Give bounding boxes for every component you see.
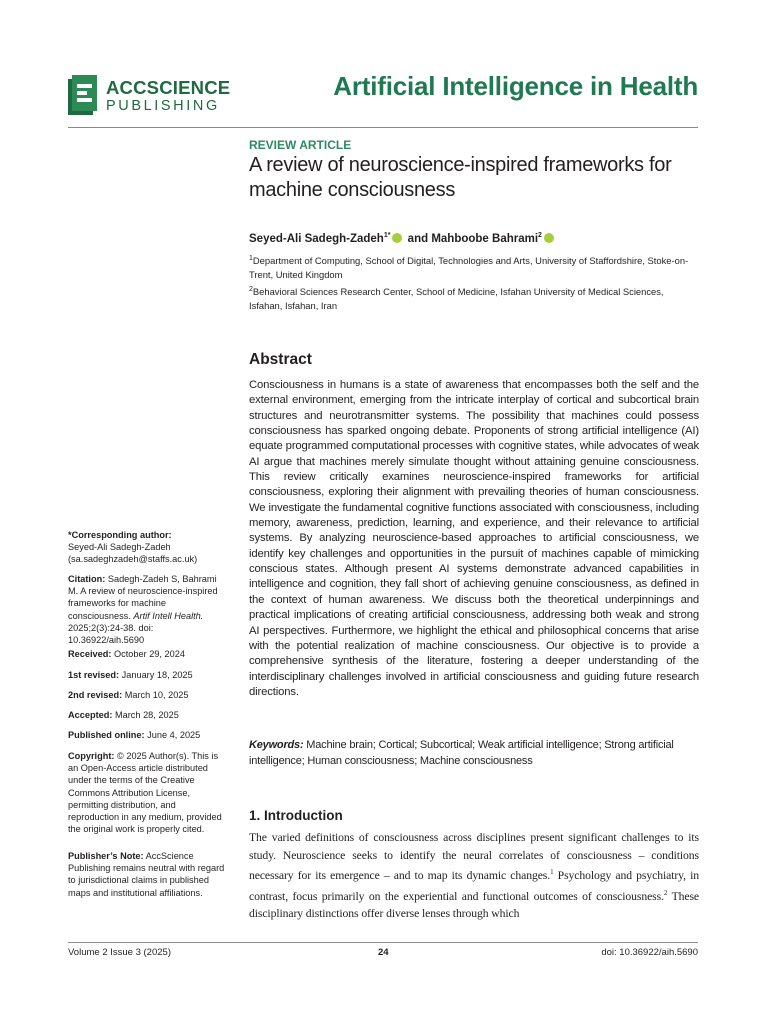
abstract-text: Consciousness in humans is a state of awareness that encompasses both the self and the external environment, emerging from the intricate interplay of cortical and subcortical brain structures and neurotransmitter systems. The possibility that machines could possess consciousness has sparked ongoing debate. Proponents of strong artificial intelligence (AI) equate programmed computational processes with cognitive states, while advocates of weak AI argue that machines merely simulate thought without attaining genuine consciousness. This review critically examines neuroscience-inspired frameworks for artificial consciousness, exploring their alignment with prevailing theories of human consciousness. We investigate the fundamental cognitive functions associated with consciousness, including memory, awareness, prediction, learning, and experience, and their relevance to artificial systems. By analyzing neuroscience-based approaches to artificial consciousness, we identify key challenges and opportunities in the pursuit of machines capable of mimicking conscious states. Although present AI systems demonstrate advanced capabilities in intelligence and cognition, they fall short of achieving genuine consciousness, as defined in the context of human awareness. We discuss both the theoretical underpinnings and practical implications of creating artificial consciousness, addressing both weak and strong AI perspectives. Furthermore, we highlight the ethical and philosophical concerns that arise with the potential realization of machine consciousness. Our objective is to provide a comprehensive synthesis of the literature, fostering a deeper understanding of the interdisciplinary challenges involved in artificial consciousness and guiding future research directions. [249,379,699,698]
corr-name: Seyed-Ali Sadegh-Zadeh [68,542,171,553]
footer-divider [68,942,698,943]
citation-journal: Artif Intell Health. [133,610,204,621]
article-type: REVIEW ARTICLE [249,138,352,152]
copyright-label: Copyright: [68,751,115,761]
published-value: June 4, 2025 [147,730,201,740]
pubnote-text: AccScience Publishing remains neutral with regard to jurisdictional claims in published maps and institutional affiliations. [68,851,225,898]
reference-link[interactable]: 1 [550,868,554,877]
section-heading: 1. Introduction [249,808,343,823]
footer-volume: Volume 2 Issue 3 (2025) [68,947,171,958]
published-label: Published online: [68,730,145,740]
affiliation-text: Department of Computing, School of Digital, Technologies and Arts, University of Staffordshire, Stoke-on-Trent, United Kingdom [249,255,689,280]
abstract-heading: Abstract [249,351,312,368]
accepted-date [68,709,228,721]
revised1-value: January 18, 2025 [121,670,193,680]
affiliation-number: 1 [249,255,253,262]
affiliation-number: 2 [249,286,253,293]
citation-rest: 2025;2(3):24-38. [68,622,136,633]
journal-title: Artificial Intelligence in Health [333,71,698,101]
logo-text-top: ACCSCIENCE [106,77,231,98]
footer-doi[interactable]: doi: 10.36922/aih.5690 [601,947,698,958]
affiliation [249,252,699,281]
keywords-text: Machine brain; Cortical; Subcortical; Weak artificial intelligence; Strong artificial intelligence; Human consciousness; Machine consciousness [249,739,674,767]
revised2-date [68,689,228,701]
article-title: A review of neuroscience-inspired frameworks for machine consciousness [249,154,672,201]
author-name[interactable]: Mahboobe Bahrami [431,232,539,245]
author-name[interactable]: Seyed-Ali Sadegh-Zadeh [249,232,384,245]
citation-doi[interactable]: doi: 10.36922/aih.5690 [68,622,154,646]
introduction-text [249,829,699,923]
author-list [249,232,556,245]
affiliation-text: Behavioral Sciences Research Center, School of Medicine, Isfahan University of Medical Sciences, Isfahan, Isfahan, Iran [249,286,664,311]
page-number: 24 [378,947,389,958]
publisher-logo [68,75,230,117]
orcid-icon[interactable] [392,233,402,243]
copyright-text: © 2025 Author(s). This is an Open-Access article distributed under the terms of the Creative Commons Attribution License, permitting distribution, and reproduction in any medium, provided the original work is properly cited. [68,751,222,835]
revised2-label: 2nd revised: [68,690,123,700]
publisher-note [68,850,228,899]
intro-text-part: These disciplinary distinctions offer diverse lenses through which [249,889,699,921]
accepted-value: March 28, 2025 [114,710,179,720]
orcid-icon[interactable] [544,233,554,243]
citation [68,573,228,646]
citation-text: Sadegh-Zadeh S, Bahrami M. A review of neuroscience-inspired frameworks for machine consciousness. [68,574,218,621]
keywords-label: Keywords: [249,739,304,751]
corr-email[interactable]: (sa.sadeghzadeh@staffs.ac.uk) [68,554,198,565]
published-date [68,729,228,741]
received-label: Received: [68,649,112,659]
accepted-label: Accepted: [68,710,113,720]
header-divider [68,127,698,128]
logo-text-bottom: PUBLISHING [106,98,220,114]
publisher-logo-icon [68,75,102,117]
revised1-label: 1st revised: [68,670,120,680]
pubnote-label: Publisher’s Note: [68,851,144,861]
intro-text-part: The varied definitions of consciousness across disciplines present significant challenges to its study. Neuroscience seeks to identify the neural correlates of consciousness – conditions necessary for its emergence – and to map its dynamic changes. [249,831,699,883]
author-marks: 2 [538,232,542,239]
copyright-notice [68,750,228,835]
reference-link[interactable]: 2 [663,888,668,897]
received-date [68,648,228,660]
intro-text-part: Psychology and psychiatry, in contrast, focus primarily on the experiential and functional outcomes of consciousness. [249,869,699,903]
revised1-date [68,669,228,681]
author-join: and [407,232,429,245]
corresponding-author [68,529,228,566]
affiliation [249,283,699,312]
corr-label: *Corresponding author: [68,530,172,540]
citation-label: Citation: [68,574,106,584]
received-value: October 29, 2024 [113,649,185,659]
keywords [249,738,699,769]
author-marks: 1* [383,232,391,239]
revised2-value: March 10, 2025 [124,690,189,700]
